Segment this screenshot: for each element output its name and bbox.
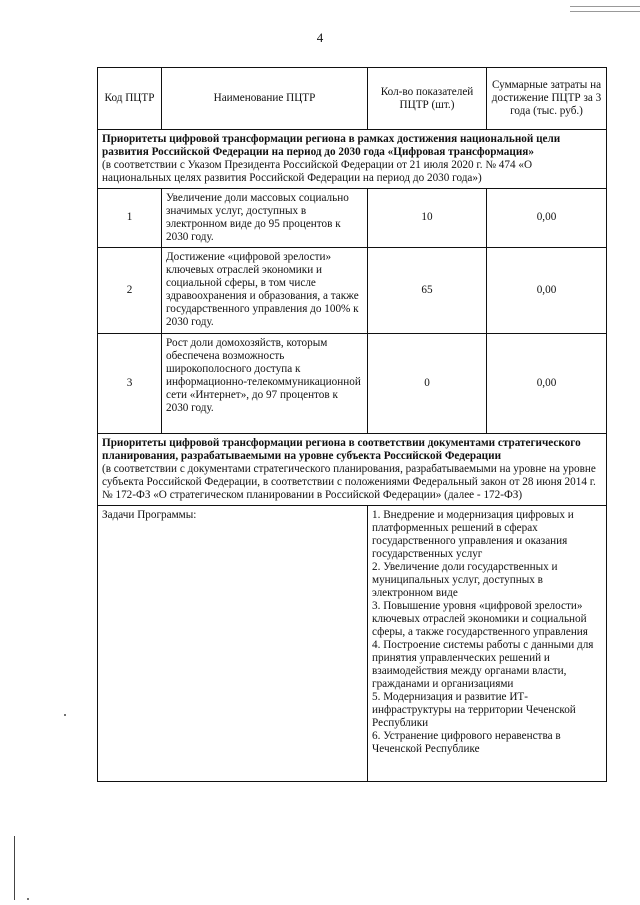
row-count: 10 (368, 188, 487, 247)
list-item: 1. Внедрение и модернизация цифровых и платформенных решений в сферах государственного управления и оказания государственных услуг (372, 508, 574, 560)
scan-dot (64, 714, 66, 716)
header-cost: Суммарные затраты на достижение ПЦТР за 3 года (тыс. руб.) (487, 68, 607, 130)
scan-corner-lines (570, 6, 640, 20)
section2-cell (98, 433, 607, 505)
section1-title: Приоритеты цифровой трансформации региона в рамках достижения национальной цели развития Российской Федерации на период до 2030 года «Цифровая трансформация» (102, 133, 561, 158)
tasks-row (98, 505, 607, 781)
row-name: Достижение «цифровой зрелости» ключевых отраслей экономики и социальной сферы, в том числе здравоохранения и образования, а также государственного управления до 100% к 2030 году. (162, 247, 368, 333)
row-code: 2 (98, 247, 162, 333)
section2-row (98, 433, 607, 505)
table-row (98, 188, 607, 247)
table-row (98, 247, 607, 333)
table-row (98, 333, 607, 433)
row-count: 65 (368, 247, 487, 333)
task-list (372, 509, 602, 756)
row-cost: 0,00 (487, 247, 607, 333)
pctr-table (97, 67, 607, 782)
list-item: 3. Повышение уровня «цифровой зрелости» ключевых отраслей экономики и социальной сферы, а также государственного управления (372, 599, 588, 638)
list-item: 2. Увеличение доли государственных и муниципальных услуг, доступных в электронном виде (372, 560, 558, 599)
section2-note: (в соответствии с документами стратегического планирования, разрабатываемыми на уровне на уровне субъекта Российской Федерации, в соответствии с положениями Федеральный закон от 28 июня 2014 г. № 172-ФЗ «О стратегическом планировании в Российской Федерации» (далее - 172-ФЗ) (102, 462, 596, 501)
row-name: Увеличение доли массовых социально значимых услуг, доступных в электронном виде до 95 процентов к 2030 году. (162, 188, 368, 247)
header-code: Код ПЦТР (98, 68, 162, 130)
row-count: 0 (368, 333, 487, 433)
section1-cell (98, 130, 607, 189)
list-item: 5. Модернизация и развитие ИТ-инфраструктуры на территории Чеченской Республики (372, 690, 576, 729)
header-count: Кол-во показателей ПЦТР (шт.) (368, 68, 487, 130)
row-code: 1 (98, 188, 162, 247)
row-code: 3 (98, 333, 162, 433)
page-number: 4 (316, 30, 324, 45)
row-cost: 0,00 (487, 188, 607, 247)
table-header-row (98, 68, 607, 130)
scan-dot (27, 898, 29, 900)
section1-row (98, 130, 607, 189)
section2-title: Приоритеты цифровой трансформации региона в соответствии документами стратегического планирования, разрабатываемыми на уровне субъекта Российской Федерации (102, 436, 581, 462)
row-name: Рост доли домохозяйств, которым обеспечена возможность широкополосного доступа к информационно-телекоммуникационной сети «Интернет», до 97 процентов к 2030 году. (162, 333, 368, 433)
tasks-label: Задачи Программы: (98, 505, 368, 781)
list-item: 4. Построение системы работы с данными для принятия управленческих решений и взаимодействия между органами власти, гражданами и организациями (372, 638, 594, 690)
header-name: Наименование ПЦТР (162, 68, 368, 130)
section1-note: (в соответствии с Указом Президента Российской Федерации от 21 июля 2020 г. № 474 «О национальных целях развития Российской Федерации на период до 2030 года») (102, 158, 533, 184)
row-cost: 0,00 (487, 333, 607, 433)
list-item: 6. Устранение цифрового неравенства в Чеченской Республике (372, 729, 561, 755)
tasks-cell (368, 505, 607, 781)
scan-edge-mark (14, 836, 15, 900)
